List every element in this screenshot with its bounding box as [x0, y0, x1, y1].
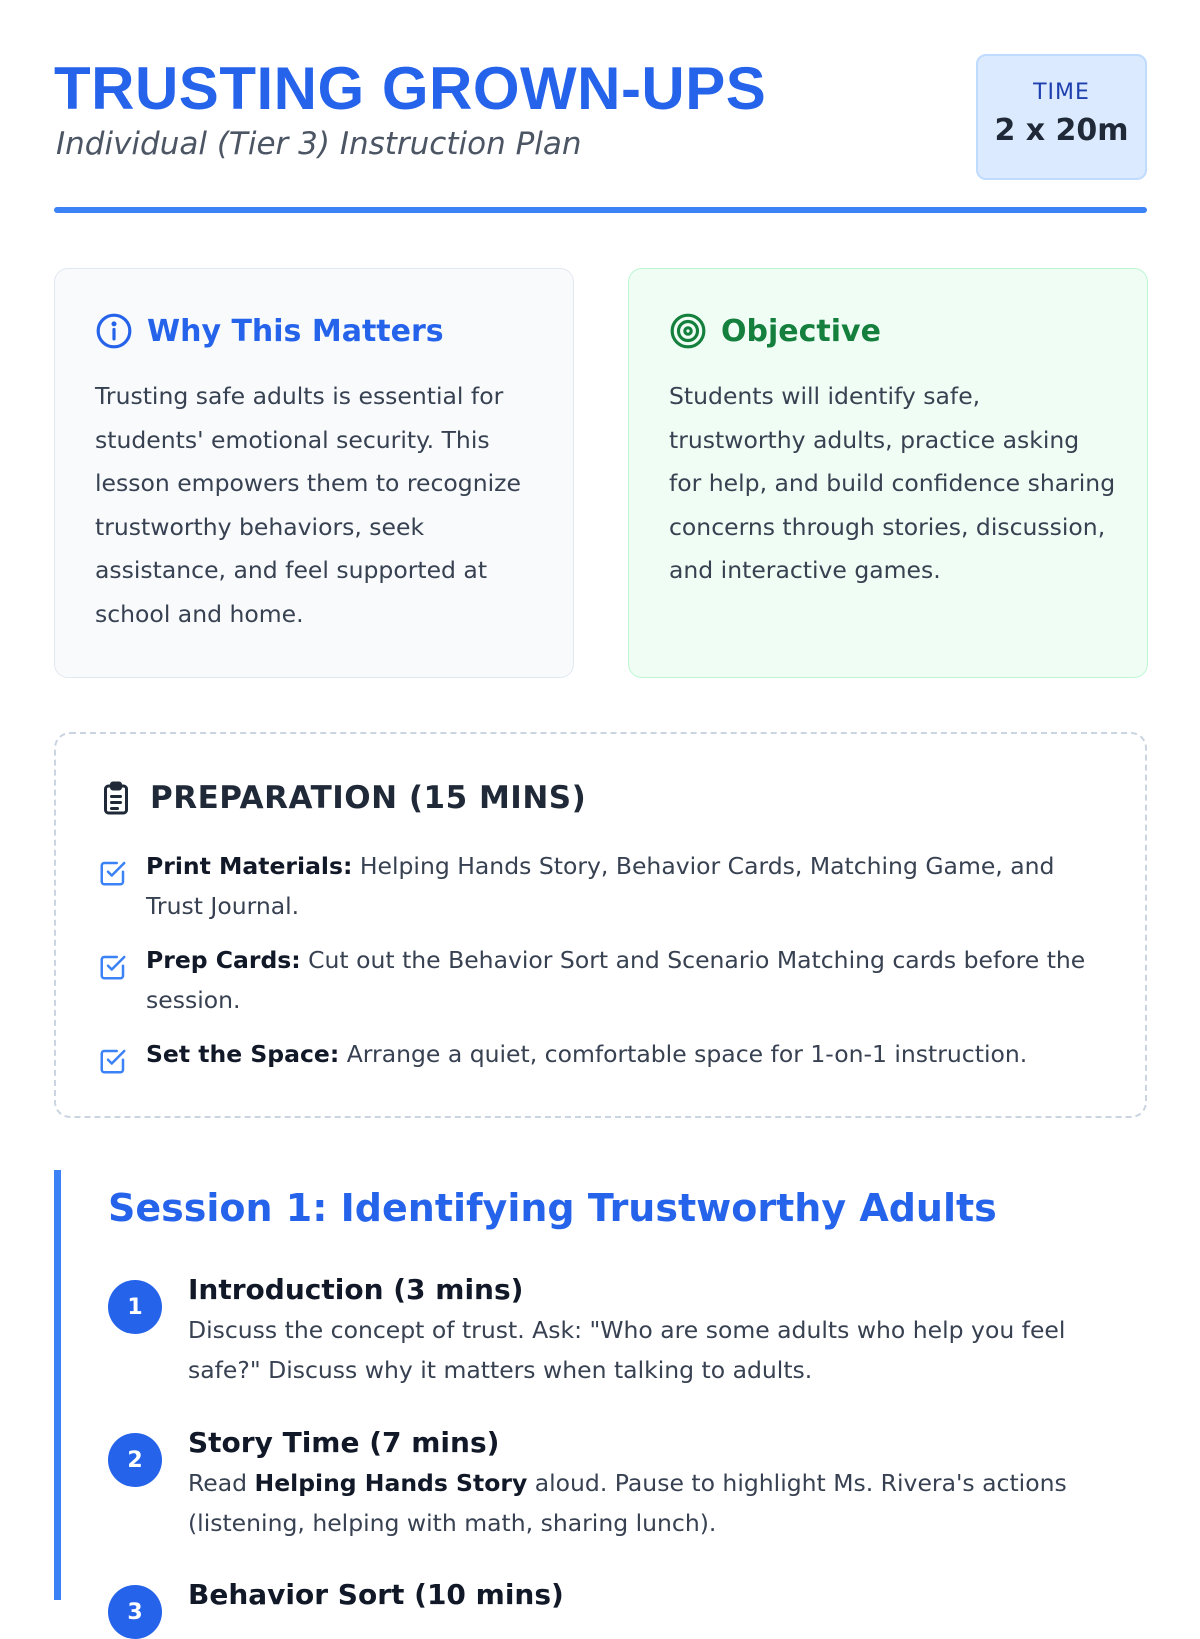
session-step	[108, 1270, 1108, 1390]
preparation-section	[54, 732, 1147, 1118]
step-body: Discuss the concept of trust. Ask: "Who are some adults who help you feel safe?" Discuss why it matters when talking to adults.	[188, 1316, 1066, 1384]
prep-item-label: Print Materials:	[146, 852, 353, 880]
prep-item-detail: Arrange a quiet, comfortable space for 1-on-1 instruction.	[339, 1040, 1028, 1068]
preparation-title: PREPARATION (15 MINS)	[150, 780, 587, 816]
session-1-section	[54, 1170, 1147, 1625]
why-this-matters-card	[54, 268, 574, 678]
step-number: 1	[108, 1280, 162, 1334]
step-body-emphasis: Helping Hands Story	[254, 1469, 528, 1497]
target-icon	[669, 312, 707, 350]
info-icon	[95, 312, 133, 350]
page-header	[54, 54, 1147, 214]
session-title: Session 1: Identifying Trustworthy Adults	[108, 1186, 997, 1230]
objective-body: Students will identify safe, trustworthy adults, practice asking for help, and build confidence sharing concerns through stories, discussion, and interactive games.	[669, 382, 1116, 584]
page-title: TRUSTING GROWN-UPS	[54, 55, 767, 122]
step-title: Behavior Sort (10 mins)	[188, 1578, 564, 1611]
clipboard-icon	[98, 779, 134, 817]
step-body-text: Read	[188, 1469, 255, 1497]
prep-item-print-materials	[98, 846, 1105, 926]
why-body: Trusting safe adults is essential for students' emotional security. This lesson empowers them to recognize trustworthy behaviors, seek assistance, and feel supported at school and home.	[95, 382, 521, 628]
session-step	[108, 1575, 1108, 1639]
page-subtitle: Individual (Tier 3) Instruction Plan	[56, 126, 582, 162]
checkbox-checked-icon	[98, 858, 128, 888]
objective-card	[628, 268, 1148, 678]
checkbox-checked-icon	[98, 1046, 128, 1076]
objective-title: Objective	[721, 313, 881, 349]
why-title: Why This Matters	[147, 313, 444, 349]
checkbox-checked-icon	[98, 952, 128, 982]
step-body-text: aloud. Pause to highlight Ms. Rivera's actions (listening, helping with math, sharing lunch).	[188, 1469, 1067, 1537]
step-number: 2	[108, 1433, 162, 1487]
time-label: TIME	[1033, 80, 1090, 105]
prep-item-text	[146, 940, 1105, 1020]
step-body	[188, 1463, 1108, 1543]
prep-item-text	[146, 1034, 1027, 1074]
prep-item-detail: Cut out the Behavior Sort and Scenario Matching cards before the session.	[146, 946, 1086, 1014]
step-title: Introduction (3 mins)	[188, 1273, 524, 1306]
prep-item-label: Prep Cards:	[146, 946, 301, 974]
preparation-list	[98, 846, 1105, 1076]
session-step	[108, 1423, 1108, 1543]
prep-item-text	[146, 846, 1105, 926]
header-divider	[54, 207, 1147, 213]
prep-item-prep-cards	[98, 940, 1105, 1020]
prep-item-detail: Helping Hands Story, Behavior Cards, Matching Game, and Trust Journal.	[146, 852, 1055, 920]
prep-item-set-the-space	[98, 1034, 1105, 1076]
step-number: 3	[108, 1585, 162, 1639]
prep-item-label: Set the Space:	[146, 1040, 340, 1068]
time-value: 2 x 20m	[994, 113, 1129, 148]
time-badge	[976, 54, 1147, 180]
step-title: Story Time (7 mins)	[188, 1426, 500, 1459]
